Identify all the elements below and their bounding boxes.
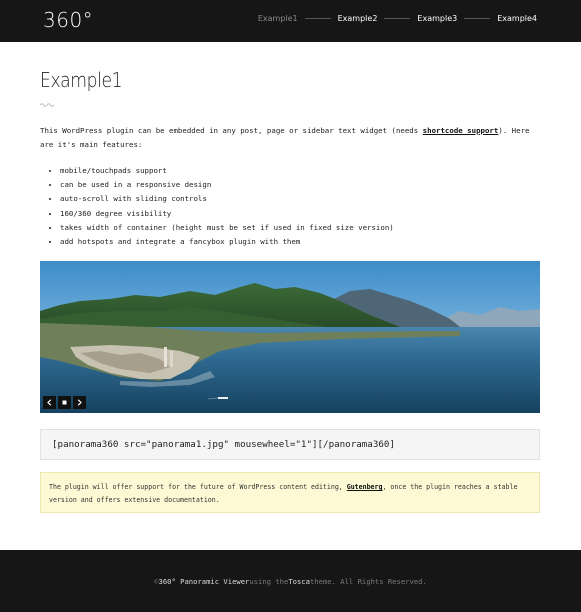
prev-button[interactable] xyxy=(43,396,56,409)
list-item: • add hotspots and integrate a fancybox plugin with them xyxy=(60,235,540,249)
list-item: • mobile/touchpads support xyxy=(60,164,540,178)
intro-paragraph xyxy=(40,124,540,152)
page-title: Example1 xyxy=(40,68,123,92)
next-icon xyxy=(76,399,83,406)
nav-separator xyxy=(384,18,410,19)
next-button[interactable] xyxy=(73,396,86,409)
site-header xyxy=(0,0,581,42)
notice-text: The plugin will offer support for the future of WordPress content editing, xyxy=(49,483,347,492)
notice-text-end: , once the plugin reaches a stable version and offers extensive documentation. xyxy=(49,483,518,504)
intro-text: This WordPress plugin can be embedded in any post, page or sidebar text widget (needs xyxy=(40,126,423,135)
site-logo[interactable]: 360° xyxy=(43,8,94,32)
shortcode-text: [panorama360 src="panorama1.jpg" mousewheel="1"][/panorama360] xyxy=(52,439,395,451)
list-item: • auto-scroll with sliding controls xyxy=(60,192,540,206)
stop-icon xyxy=(61,399,68,406)
list-item: • can be used in a responsive design xyxy=(60,178,540,192)
main-content xyxy=(40,42,540,513)
footer-copyright: © xyxy=(154,576,159,586)
title-ornament-icon xyxy=(40,102,54,108)
nav-item-example4[interactable]: Example4 xyxy=(497,14,537,23)
list-item: • 160/360 degree visibility xyxy=(60,207,540,221)
feature-list xyxy=(40,164,540,249)
prev-icon xyxy=(46,399,53,406)
shortcode-support-link[interactable]: shortcode support xyxy=(422,126,499,135)
footer-theme-link[interactable]: Tosca xyxy=(288,576,310,586)
nav-separator xyxy=(305,18,331,19)
panorama-controls xyxy=(43,396,86,409)
intro-text-end: ). Here are it's main features: xyxy=(40,126,530,149)
list-item: • takes width of container (height must be set if used in fixed size version) xyxy=(60,221,540,235)
nav-item-example2[interactable]: Example2 xyxy=(337,14,378,23)
gutenberg-link[interactable]: Gutenberg xyxy=(346,483,383,492)
panorama-image[interactable] xyxy=(40,261,540,413)
main-nav xyxy=(258,14,537,23)
stop-button[interactable] xyxy=(58,396,71,409)
site-footer xyxy=(0,550,581,612)
footer-text-end: theme. All Rights Reserved. xyxy=(309,576,427,586)
nav-item-example1[interactable]: Example1 xyxy=(257,14,298,23)
footer-text: using the xyxy=(249,576,289,586)
panorama-viewer[interactable] xyxy=(40,261,540,413)
nav-separator xyxy=(464,18,490,19)
shortcode-block xyxy=(40,429,540,460)
notice-box xyxy=(40,472,540,513)
footer-site-link[interactable]: 360° Panoramic Viewer xyxy=(158,576,250,586)
nav-item-example3[interactable]: Example3 xyxy=(417,14,458,23)
